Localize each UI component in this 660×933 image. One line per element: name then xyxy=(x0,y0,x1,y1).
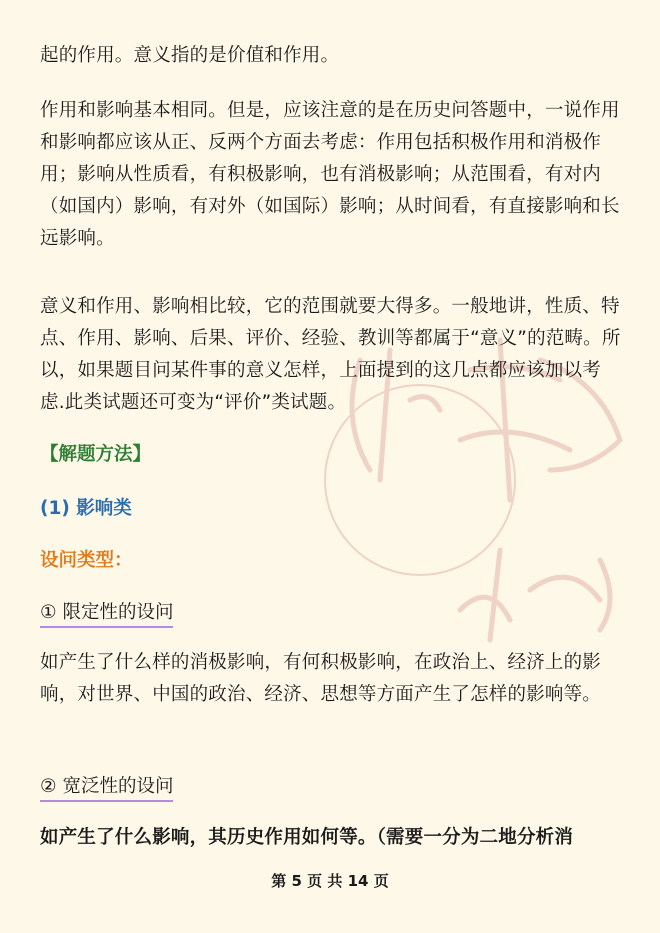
heading-influence-category: (1) 影响类 xyxy=(40,498,132,519)
page-number: 第 5 页 共 14 页 xyxy=(271,872,389,890)
paragraph-meaning: 起的作用。意义指的是价值和作用。 xyxy=(40,45,340,66)
paragraph-role-influence: 作用和影响基本相同。但是，应该注意的是在历史问答题中，一说作用和影响都应该从正、反两个方面去考虑：作用包括积极作用和消极作用；影响从性质看，有积极影响，也有消极影响；从范围看，有对内（如国内）影响，有对外（如国际）影响；从时间看，有直接影响和长远影响。 xyxy=(40,100,620,249)
subheading-limited-question: ① 限定性的设问 xyxy=(40,598,173,628)
paragraph-significance-comparison: 意义和作用、影响相比较，它的范围就要大得多。一般地讲，性质、特点、作用、影响、后果、评价、经验、教训等都属于“意义”的范畴。所以，如果题目问某件事的意义怎样，上面提到的这几点都应该加以考虑.此类试题还可变为“评价”类试题。 xyxy=(40,296,621,413)
subheading-broad-question: ② 宽泛性的设问 xyxy=(40,772,173,802)
paragraph-limited-example: 如产生了什么样的消极影响，有何积极影响，在政治上、经济上的影响，对世界、中国的政治、经济、思想等方面产生了怎样的影响等。 xyxy=(40,652,602,705)
heading-question-types: 设问类型： xyxy=(40,550,133,571)
heading-solution-method: 【解题方法】 xyxy=(40,444,152,465)
paragraph-broad-example: 如产生了什么影响，其历史作用如何等。（需要一分为二地分析消 xyxy=(40,827,574,848)
